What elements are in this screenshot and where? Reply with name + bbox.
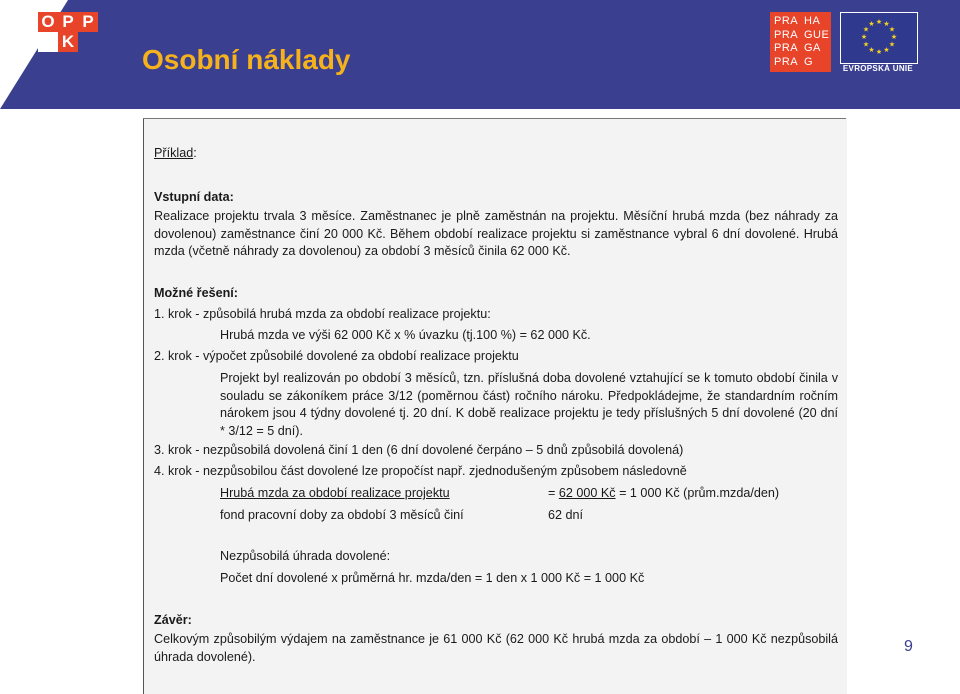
step-1-detail: Hrubá mzda ve výši 62 000 Kč x % úvazku (tj.100 %) = 62 000 Kč. — [220, 328, 591, 342]
calc-numerator: Hrubá mzda za období realizace projektu — [220, 486, 450, 500]
calc-denominator: fond pracovní doby za období 3 měsíců činí — [220, 508, 464, 522]
example-label: Příklad — [154, 146, 194, 160]
svg-text:★: ★ — [890, 33, 898, 41]
input-heading: Vstupní data: — [154, 190, 234, 204]
step-3: 3. krok - nezpůsobilá dovolená činí 1 den (6 dní dovolené čerpáno – 5 dnů způsobilá dovolená) — [154, 443, 684, 457]
document-top-border — [143, 118, 846, 119]
conclusion-heading: Závěr: — [154, 613, 192, 627]
page-number: 9 — [904, 638, 913, 655]
svg-text:★: ★ — [860, 33, 868, 41]
eu-stars-icon — [841, 13, 917, 63]
example-document — [143, 118, 847, 694]
oppk-logo — [38, 12, 98, 72]
svg-text:★: ★ — [868, 20, 875, 28]
step-1: 1. krok - způsobilá hrubá mzda za období realizace projektu: — [154, 307, 491, 321]
svg-text:★: ★ — [883, 46, 890, 54]
example-colon: : — [193, 146, 197, 160]
calc-result-line — [548, 486, 779, 500]
input-text: Realizace projektu trvala 3 měsíce. Zaměstnanec je plně zaměstnán na projektu. Měsíční hrubá mzda (bez náhrady za dovolenou) zaměstnance činí 20 000 Kč. Během období realizace projektu si zaměstnance vybral 6 dní dovolené. Hrubá mzda (včetně náhrady za dovolenou) za období 3 měsíců činila 62 000 Kč. — [154, 209, 838, 258]
praha-text: PRA — [774, 15, 799, 27]
svg-text:★: ★ — [868, 46, 875, 54]
solution-heading: Možné řešení: — [154, 286, 238, 300]
example-label-line — [154, 146, 197, 160]
oppk-letter-p2: P — [78, 12, 98, 32]
oppk-letter-k: K — [58, 32, 78, 52]
praha-text: PRA — [774, 42, 799, 54]
praha-text: PRA — [774, 28, 799, 41]
svg-text:★: ★ — [888, 40, 896, 49]
slide-title: Osobní náklady — [142, 44, 351, 75]
praha-text: PRA — [774, 55, 799, 68]
conclusion-text: Celkovým způsobilým výdajem na zaměstnance je 61 000 Kč (62 000 Kč hrubá mzda za období – 1 000 Kč nezpůsobilá úhrada dovolené). — [154, 632, 838, 664]
calc-days: 62 dní — [548, 508, 584, 522]
praha-text: GA — [804, 42, 821, 54]
step-2: 2. krok - výpočet způsobilé dovolené za období realizace projektu — [154, 349, 519, 363]
svg-text:★: ★ — [883, 20, 890, 28]
oppk-blank-cell — [38, 32, 58, 52]
calc-result: = 1 000 Kč (prům.mzda/den) — [615, 486, 780, 500]
oppk-letter-p1: P — [58, 12, 78, 32]
calc-amount: 62 000 Kč — [558, 486, 616, 500]
oppk-letter-o: O — [38, 12, 58, 32]
svg-text:★: ★ — [875, 48, 883, 56]
praha-text: HA — [804, 15, 821, 27]
svg-text:★: ★ — [875, 18, 883, 26]
svg-text:★: ★ — [888, 25, 896, 34]
praha-logo — [770, 12, 831, 72]
calc-eq-prefix: = — [548, 486, 559, 500]
step-2-detail: Projekt byl realizován po období 3 měsíců, tzn. příslušná doba dovolené vztahující se k tomuto období činila v souladu se zákoníkem práce 3/12 (poměrnou část) ročního nároku. Předpokládejme, že standardním ročním nárokem jsou 4 týdny dovolené tj. 20 dní. K době realizace projektu je tedy příslušných 5 dní dovolené (20 dní * 3/12 = 5 dní). — [220, 371, 838, 438]
svg-text:★: ★ — [862, 25, 870, 34]
eu-flag-icon — [840, 12, 918, 64]
slide-header — [0, 0, 960, 109]
eu-label: EVROPSKÁ UNIE — [842, 64, 914, 73]
step-4: 4. krok - nezpůsobilou část dovolené lze propočíst např. zjednodušeným způsobem následovně — [154, 464, 687, 478]
svg-text:★: ★ — [862, 40, 870, 49]
noneligible-calc: Počet dní dovolené x průměrná hr. mzda/den = 1 den x 1 000 Kč = 1 000 Kč — [220, 571, 645, 585]
praha-text: G — [804, 55, 814, 68]
praha-text: GUE — [804, 28, 830, 41]
noneligible-label: Nezpůsobilá úhrada dovolené: — [220, 549, 391, 563]
